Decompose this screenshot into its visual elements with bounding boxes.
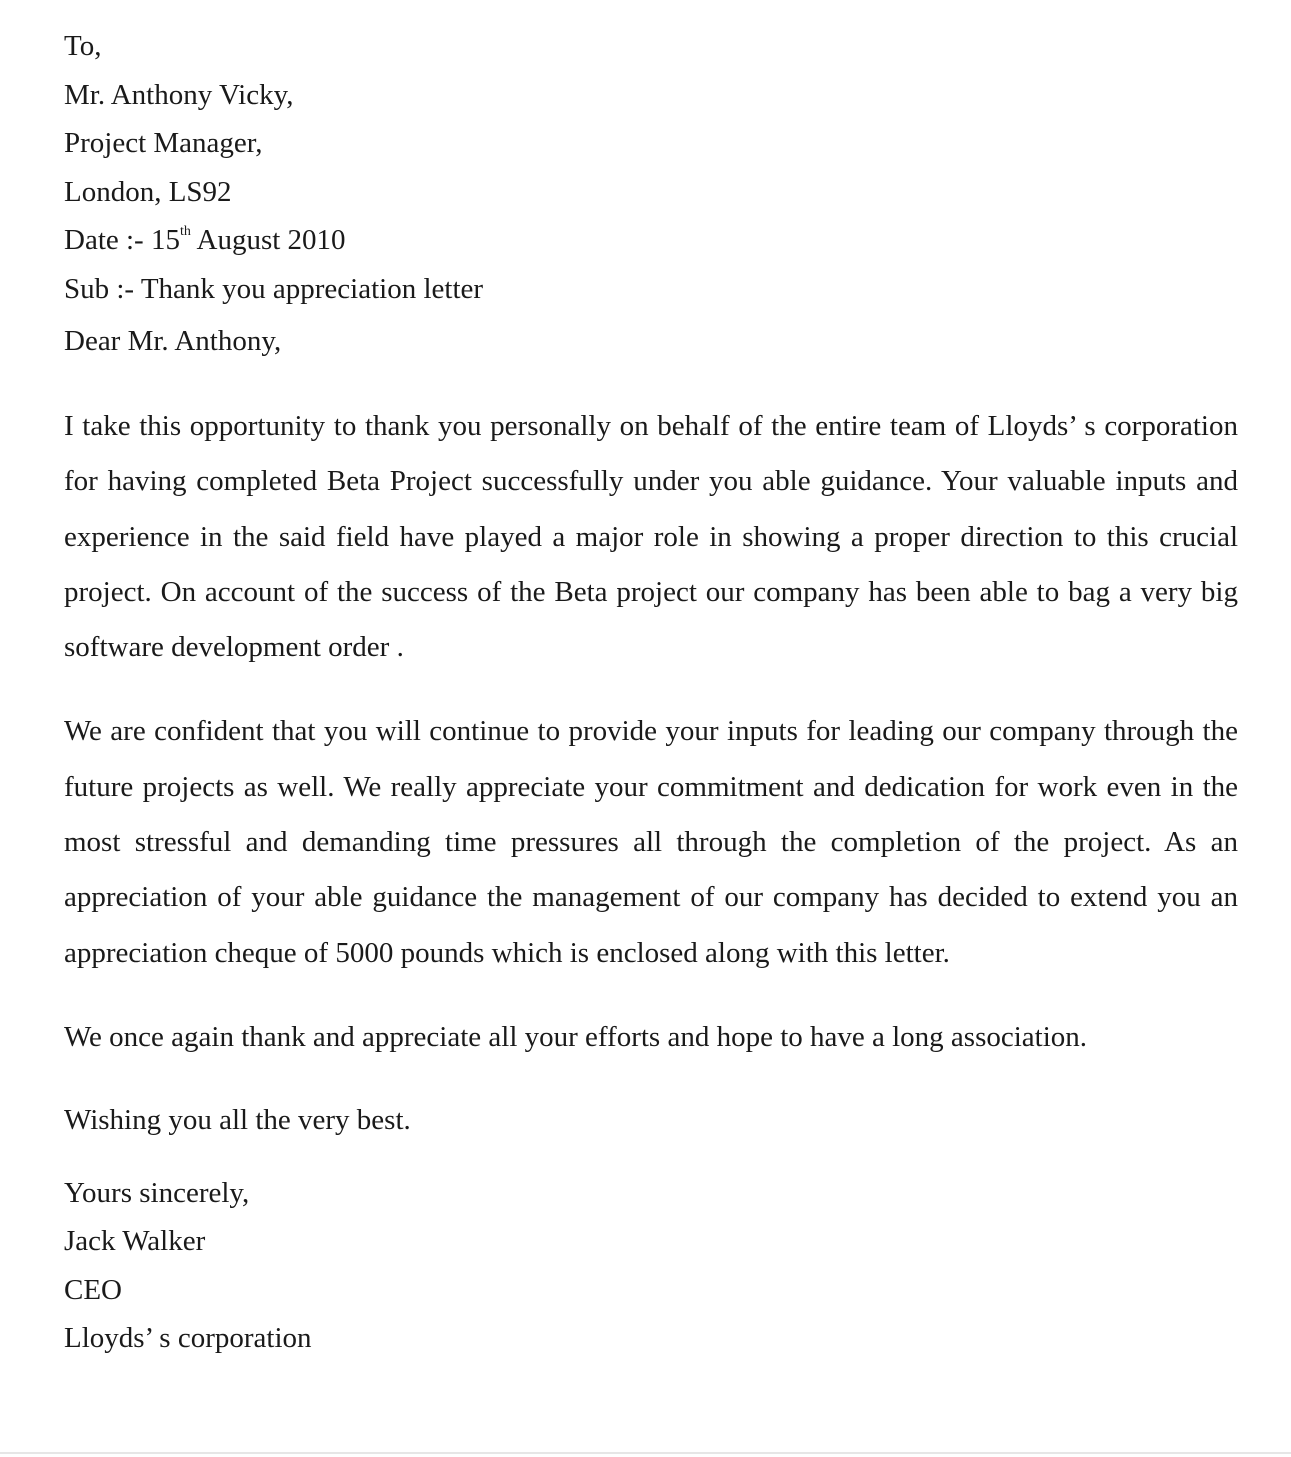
recipient-title: Project Manager, <box>64 127 263 159</box>
signer-title: CEO <box>64 1273 122 1306</box>
signer-name: Jack Walker <box>64 1225 206 1258</box>
salutation: Dear Mr. Anthony, <box>64 325 282 357</box>
recipient-location: London, LS92 <box>64 175 232 208</box>
valediction: Yours sincerely, <box>64 1176 250 1209</box>
closing-block <box>64 1169 1238 1363</box>
letter-subject: Sub :- Thank you appreciation letter <box>64 272 484 305</box>
signer-company: Lloyds’ s corporation <box>64 1322 312 1355</box>
date-prefix: Date :- 15 <box>64 224 180 256</box>
body-paragraph-4: Wishing you all the very best. <box>64 1104 411 1137</box>
date-ordinal: th <box>179 224 191 239</box>
body-paragraph-1: I take this opportunity to thank you personally on behalf of the entire team of Lloyds’ s corporation for having completed Beta Project successfully under you able guidance. Your valuable inputs and experience in the said field have played a major role in showing a proper direction to this crucial project. On account of the success of the Beta project our company has been able to bag a very big software development order . <box>64 410 1238 664</box>
recipient-to: To, <box>64 30 102 62</box>
body-paragraph-2: We are confident that you will continue to provide your inputs for leading our company through the future projects as well. We really appreciate your commitment and dedication for work even in the most stressful and demanding time pressures all through the completion of the project. As an appreciation of your able guidance the management of our company has decided to extend you an appreciation cheque of 5000 pounds which is enclosed along with this letter. <box>64 715 1238 969</box>
bottom-divider <box>0 1452 1291 1454</box>
recipient-name: Mr. Anthony Vicky, <box>64 78 294 111</box>
recipient-block <box>64 22 1238 313</box>
body-paragraph-3: We once again thank and appreciate all your efforts and hope to have a long association. <box>64 1020 1088 1053</box>
letter <box>64 22 1238 1363</box>
date-rest: August 2010 <box>190 224 346 256</box>
letter-date <box>64 216 1238 265</box>
